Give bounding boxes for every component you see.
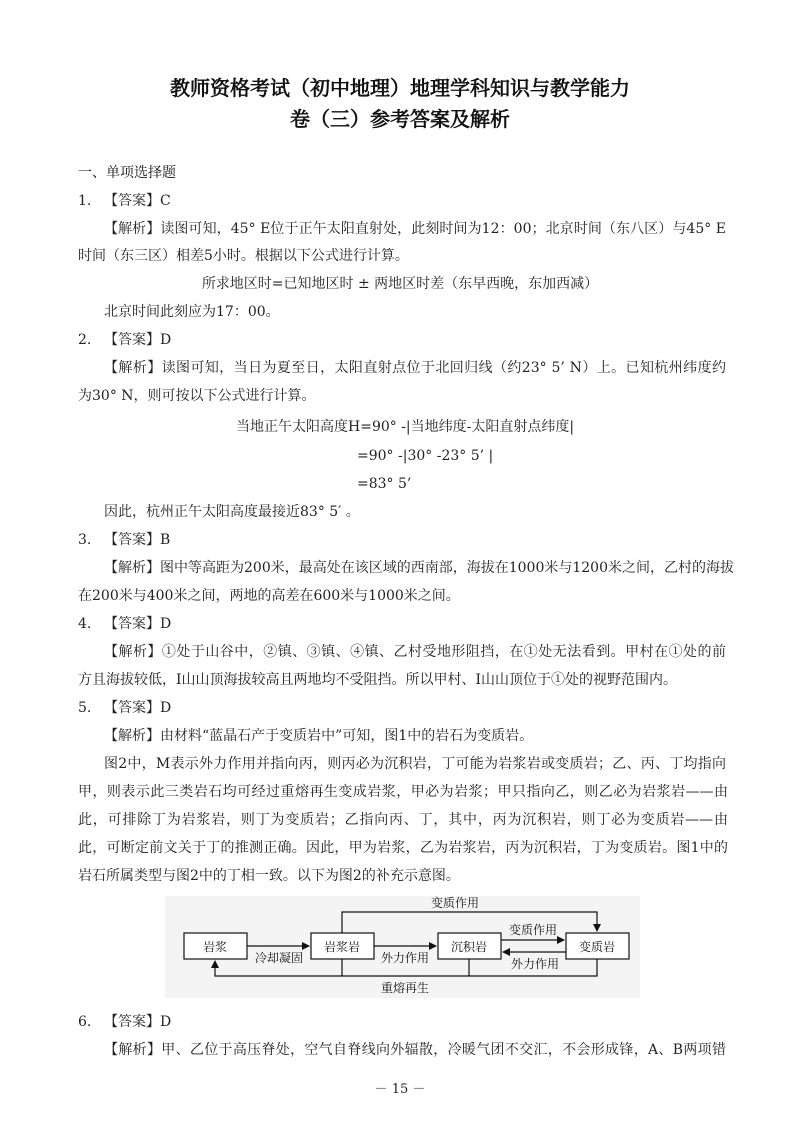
label-cooling: 冷却凝固 — [254, 951, 304, 965]
question-1-number: 1. — [78, 193, 92, 209]
question-2-conclusion: 因此，杭州正午太阳高度最接近83° 5′ 。 — [104, 504, 360, 520]
question-5-paragraph-line3: 此，可排除丁为岩浆岩，则丁为变质岩；乙指向丙、丁，其中，丙为沉积岩，则丁必为变质岩——由 — [78, 812, 728, 828]
label-remelting: 重熔再生 — [380, 981, 430, 995]
question-4-number: 4. — [78, 616, 92, 632]
question-4-answer-text: 【答案】D — [104, 616, 172, 632]
question-6-answer — [78, 1012, 728, 1032]
question-2-answer — [78, 330, 728, 350]
question-2-answer-text: 【答案】D — [104, 332, 172, 348]
question-1-answer-text: 【答案】C — [104, 193, 171, 209]
question-3-explanation-line2: 在200米与400米之间，两地的高差在600米与1000米之间。 — [78, 588, 460, 604]
label-weathering-1: 外力作用 — [380, 951, 430, 965]
question-5-answer — [78, 698, 728, 718]
question-2-explanation-line2: 为30° N，则可按以下公式进行计算。 — [78, 388, 316, 404]
document-title-line1: 教师资格考试（初中地理）地理学科知识与教学能力 — [170, 76, 630, 100]
question-1-explanation-line2: 时间（东三区）相差5小时。根据以下公式进行计算。 — [78, 248, 409, 264]
rock-cycle-diagram — [165, 896, 640, 998]
question-5-paragraph-line2: 甲，则表示此三类岩石均可经过重熔再生变成岩浆，甲必为岩浆；甲只指向乙，则乙必为岩浆岩——由 — [78, 784, 728, 800]
label-metamorphism-mid: 变质作用 — [508, 923, 558, 937]
document-title-line2: 卷（三）参考答案及解析 — [290, 107, 510, 131]
box-magma-label: 岩浆 — [202, 940, 228, 954]
question-2-formula-line3: =83° 5’ — [357, 476, 412, 492]
question-3-number: 3. — [78, 532, 92, 548]
box-metamorphic-label: 变质岩 — [578, 940, 616, 954]
question-4-answer — [78, 614, 728, 634]
question-6-explanation-line1: 【解析】甲、乙位于高压脊处，空气自脊线向外辐散，冷暖气团不交汇，不会形成锋，A、B两项错 — [104, 1042, 726, 1058]
question-1-answer — [78, 191, 728, 211]
question-1-explanation-line1: 【解析】读图可知，45° E位于正午太阳直射处，此刻时间为12：00；北京时间（东八区）与45° E — [104, 221, 726, 237]
question-3-answer — [78, 530, 728, 550]
section-heading: 一、单项选择题 — [78, 165, 176, 181]
box-igneous-label: 岩浆岩 — [323, 940, 361, 954]
question-2-number: 2. — [78, 332, 92, 348]
question-4-explanation-line1: 【解析】①处于山谷中，②镇、③镇、④镇、乙村受地形阻挡，在①处无法看到。甲村在①处的前 — [104, 644, 726, 660]
label-weathering-2: 外力作用 — [510, 957, 560, 971]
question-2-formula-line2: =90° -|30° -23° 5’ | — [357, 448, 494, 464]
page-number: － 15 － — [374, 1082, 426, 1097]
question-3-answer-text: 【答案】B — [104, 532, 171, 548]
question-5-paragraph-line1: 图2中，M表示外力作用并指向丙，则丙必为沉积岩，丁可能为岩浆岩或变质岩；乙、丙、丁均指向 — [104, 756, 726, 772]
question-5-paragraph-line4: 此，可断定前文关于丁的推测正确。因此，甲为岩浆，乙为岩浆岩，丙为沉积岩，丁为变质岩。图1中的 — [78, 840, 728, 856]
question-1-conclusion: 北京时间此刻应为17：00。 — [104, 304, 280, 320]
question-5-answer-text: 【答案】D — [104, 700, 172, 716]
question-6-answer-text: 【答案】D — [104, 1014, 172, 1030]
question-2-formula-line1: 当地正午太阳高度H=90° -|当地纬度-太阳直射点纬度| — [236, 419, 575, 435]
question-6-number: 6. — [78, 1014, 92, 1030]
label-metamorphism-top: 变质作用 — [430, 896, 480, 910]
question-1-formula: 所求地区时=已知地区时 ± 两地区时差（东早西晚，东加西减） — [201, 276, 599, 292]
question-5-number: 5. — [78, 700, 92, 716]
question-3-explanation-line1: 【解析】图中等高距为200米，最高处在该区域的西南部，海拔在1000米与1200米之间，乙村的海拔 — [104, 560, 734, 576]
question-5-explanation-line1: 【解析】由材料“蓝晶石产于变质岩中”可知，图1中的岩石为变质岩。 — [104, 728, 534, 744]
box-sedimentary-label: 沉积岩 — [450, 940, 488, 954]
question-5-paragraph-line5: 岩石所属类型与图2中的丁相一致。以下为图2的补充示意图。 — [78, 868, 460, 884]
question-4-explanation-line2: 方且海拔较低，I山山顶海拔较高且两地均不受阻挡。所以甲村、I山山顶位于①处的视野范围内。 — [78, 672, 678, 688]
question-2-explanation-line1: 【解析】读图可知，当日为夏至日，太阳直射点位于北回归线（约23° 5’ N）上。已知杭州纬度约 — [104, 360, 726, 376]
